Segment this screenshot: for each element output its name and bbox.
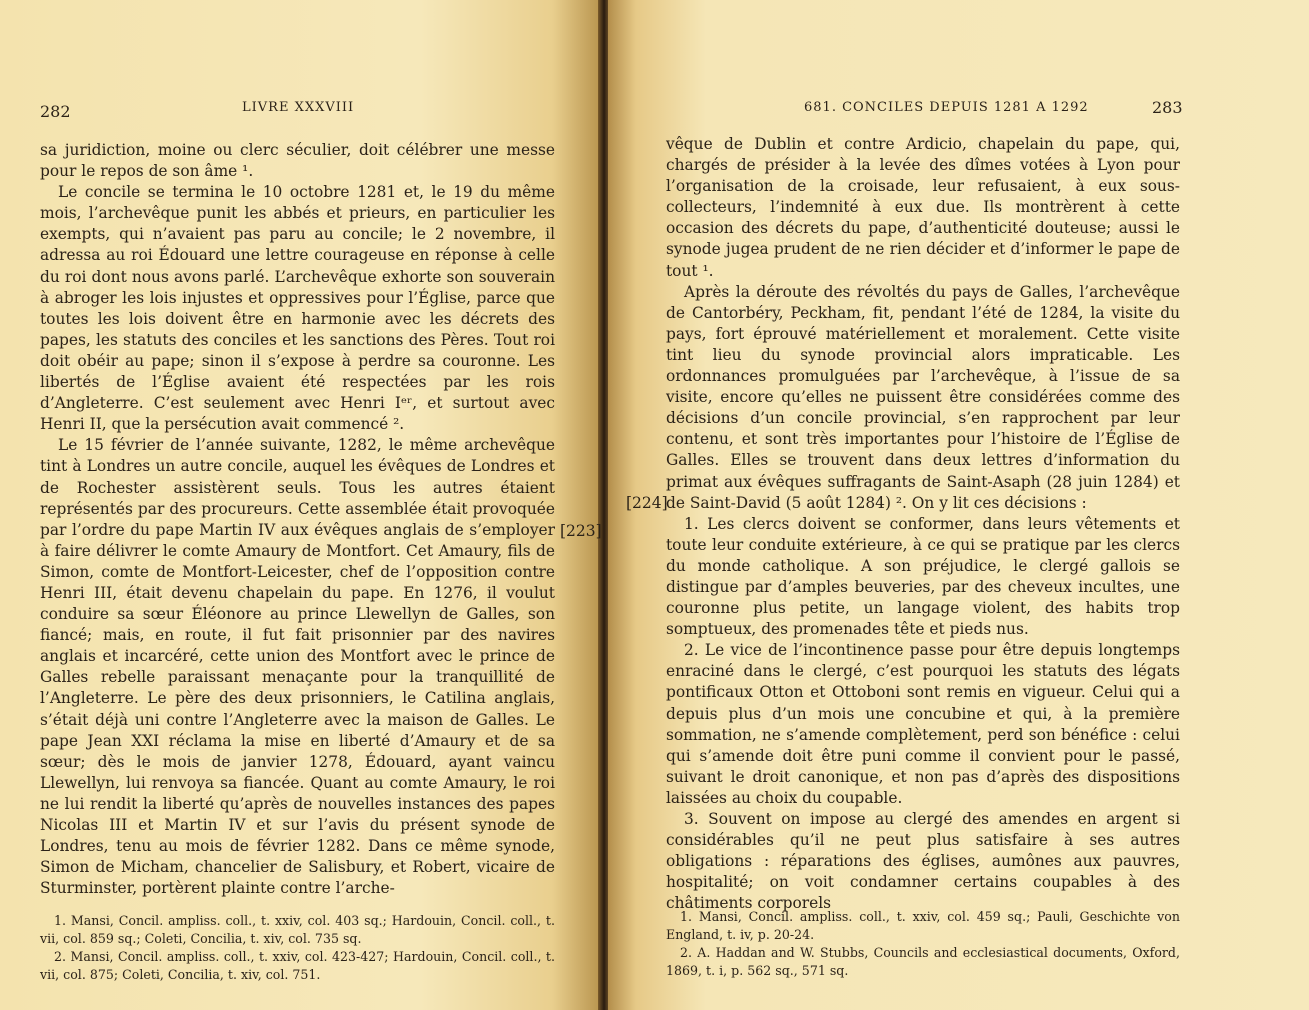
right-body-text [666,134,1180,914]
footnote: 2. A. Haddan and W. Stubbs, Councils and ecclesiastical documents, Oxford, 1869, t. i, p. 562 sq., 571 sq. [666,945,1180,978]
paragraph: Après la déroute des révoltés du pays de Galles, l’archevêque de Cantorbéry, Peckham, fit, pendant l’été de 1284, la visite du pays, fort éprouvé matériellement et moralement. Cette visite tint lieu du synode provincial alors impraticable. Les ordonnances promulguées par l’archevêque, à l’issue de sa visite, encore qu’elles ne puissent être considérées comme des décisions d’un concile provincial, s’en rapprochent par leur contenu, et sont très importantes pour l’histoire de l’Église de Galles. Elles se trouvent dans deux lettres d’information du primat aux évêques suffragants de Saint-Asaph (28 juin 1284) et de Saint-David (5 août 1284) ². On y lit ces décisions : [666,282,1180,512]
paragraph: 2. Le vice de l’incontinence passe pour être depuis longtemps enraciné dans le clergé, c’est pourquoi les statuts des légats pontificaux Otton et Ottoboni sont remis en vigueur. Celui qui a depuis plus d’un mois une concubine et qui, à la première sommation, ne s’amende complètement, perd son bénéfice : celui qui s’amende doit être puni comme il convient pour le passé, suivant le droit canonique, et non pas d’après des dispositions laissées au choix du coupable. [666,641,1180,807]
paragraph: Le concile se termina le 10 octobre 1281 et, le 19 du même mois, l’archevêque punit les abbés et prieurs, en particulier les exempts, qui n’avaient pas paru au concile; le 2 novembre, il adressa au roi Édouard une lettre courageuse en réponse à celle du roi dont nous avons parlé. L’archevêque exhorte son souverain à abroger les lois injustes et oppressives pour l’Église, parce que toutes les lois doivent être en harmonie avec les décrets des papes, les statuts des conciles et les sanctions des Pères. Tout roi doit obéir au pape; sinon il s’expose à perdre sa couronne. Les libertés de l’Église avaient été respectées par les rois d’Angleterre. C’est seulement avec Henri Iᵉʳ, et surtout avec Henri II, que la persécution avait commencé ². [40,183,555,434]
paragraph: sa juridiction, moine ou clerc séculier, doit célébrer une messe pour le repos de son âme ¹. [40,141,555,181]
footnote: 1. Mansi, Concil. ampliss. coll., t. xxiv, col. 459 sq.; Pauli, Geschichte von England, t. iv, p. 20-24. [666,909,1180,942]
running-head-right: 681. CONCILES DEPUIS 1281 A 1292 [804,100,1089,115]
paragraph: 1. Les clercs doivent se conformer, dans leurs vêtements et toute leur conduite extérieure, à ce qui se pratique par les clercs du monde catholique. A son préjudice, le clergé gallois se distingue par d’amples beuveries, par des cheveux incultes, une couronne plus petite, un langage violent, des habits trop somptueux, des promenades tête et pieds nus. [666,514,1180,639]
left-footnotes [40,912,555,984]
margin-marker-left: [223] [560,522,602,540]
paragraph: vêque de Dublin et contre Ardicio, chapelain du pape, qui, chargés de présider à la levée des dîmes votées à Lyon pour l’organisation de la croisade, leur refusaient, à eux sous-collecteurs, l’indemnité à eux due. Ils montrèrent à cette occasion des décrets du pape, d’authenticité douteuse; aussi le synode jugea prudent de ne rien décider et d’informer le pape de tout ¹. [666,135,1180,280]
footnote: 2. Mansi, Concil. ampliss. coll., t. xxiv, col. 423-427; Hardouin, Concil. coll., t. vii, col. 875; Coleti, Concilia, t. xiv, col. 751. [40,949,555,982]
page-number-right: 283 [1152,98,1183,117]
right-footnotes [666,908,1180,980]
paragraph: 3. Souvent on impose au clergé des amendes en argent si considérables qu’il ne peut plus satisfaire à ses autres obligations : réparations des églises, aumônes aux pauvres, hospitalité; on voit condamner certains coupables à des châtiments corporels [666,810,1180,913]
right-page [608,0,1309,1010]
paragraph: Le 15 février de l’année suivante, 1282, le même archevêque tint à Londres un autre concile, auquel les évêques de Londres et de Rochester assistèrent seuls. Tous les autres étaient représentés par des procureurs. Cette assemblée était provoquée par l’ordre du pape Martin IV aux évêques anglais de s’employer à faire délivrer le comte Amaury de Montfort. Cet Amaury, fils de Simon, comte de Montfort-Leicester, chef de l’opposition contre Henri III, était devenu chapelain du pape. En 1276, il voulut conduire sa sœur Éléonore au prince Llewellyn de Galles, son fiancé; mais, en route, il fut fait prisonnier par des navires anglais et incarcéré, cette union des Montfort avec le prince de Galles rebelle paraissant menaçante pour la tranquillité de l’Angleterre. Le père des deux prisonniers, le Catilina anglais, s’était déjà uni contre l’Angleterre avec la maison de Galles. Le pape Jean XXI réclama la mise en liberté d’Amaury et de sa sœur; dès le mois de janvier 1278, Édouard, ayant vaincu Llewellyn, lui renvoya sa fiancée. Quant au comte Amaury, le roi ne lui rendit la liberté qu’après de nouvelles instances des papes Nicolas III et Martin IV et sur l’avis du présent synode de Londres, tenu au mois de février 1282. Dans ce même synode, Simon de Micham, chancelier de Salisbury, et Robert, vicaire de Sturminster, portèrent plainte contre l’arche- [40,436,555,898]
footnote: 1. Mansi, Concil. ampliss. coll., t. xxiv, col. 403 sq.; Hardouin, Concil. coll., t. vii, col. 859 sq.; Coleti, Concilia, t. xiv, col. 735 sq. [40,913,555,946]
page-number-left: 282 [40,102,71,121]
left-body-text [40,140,555,899]
left-page [0,0,600,1010]
margin-marker-right: [224] [626,494,668,512]
running-head-left: LIVRE XXXVIII [242,100,355,115]
